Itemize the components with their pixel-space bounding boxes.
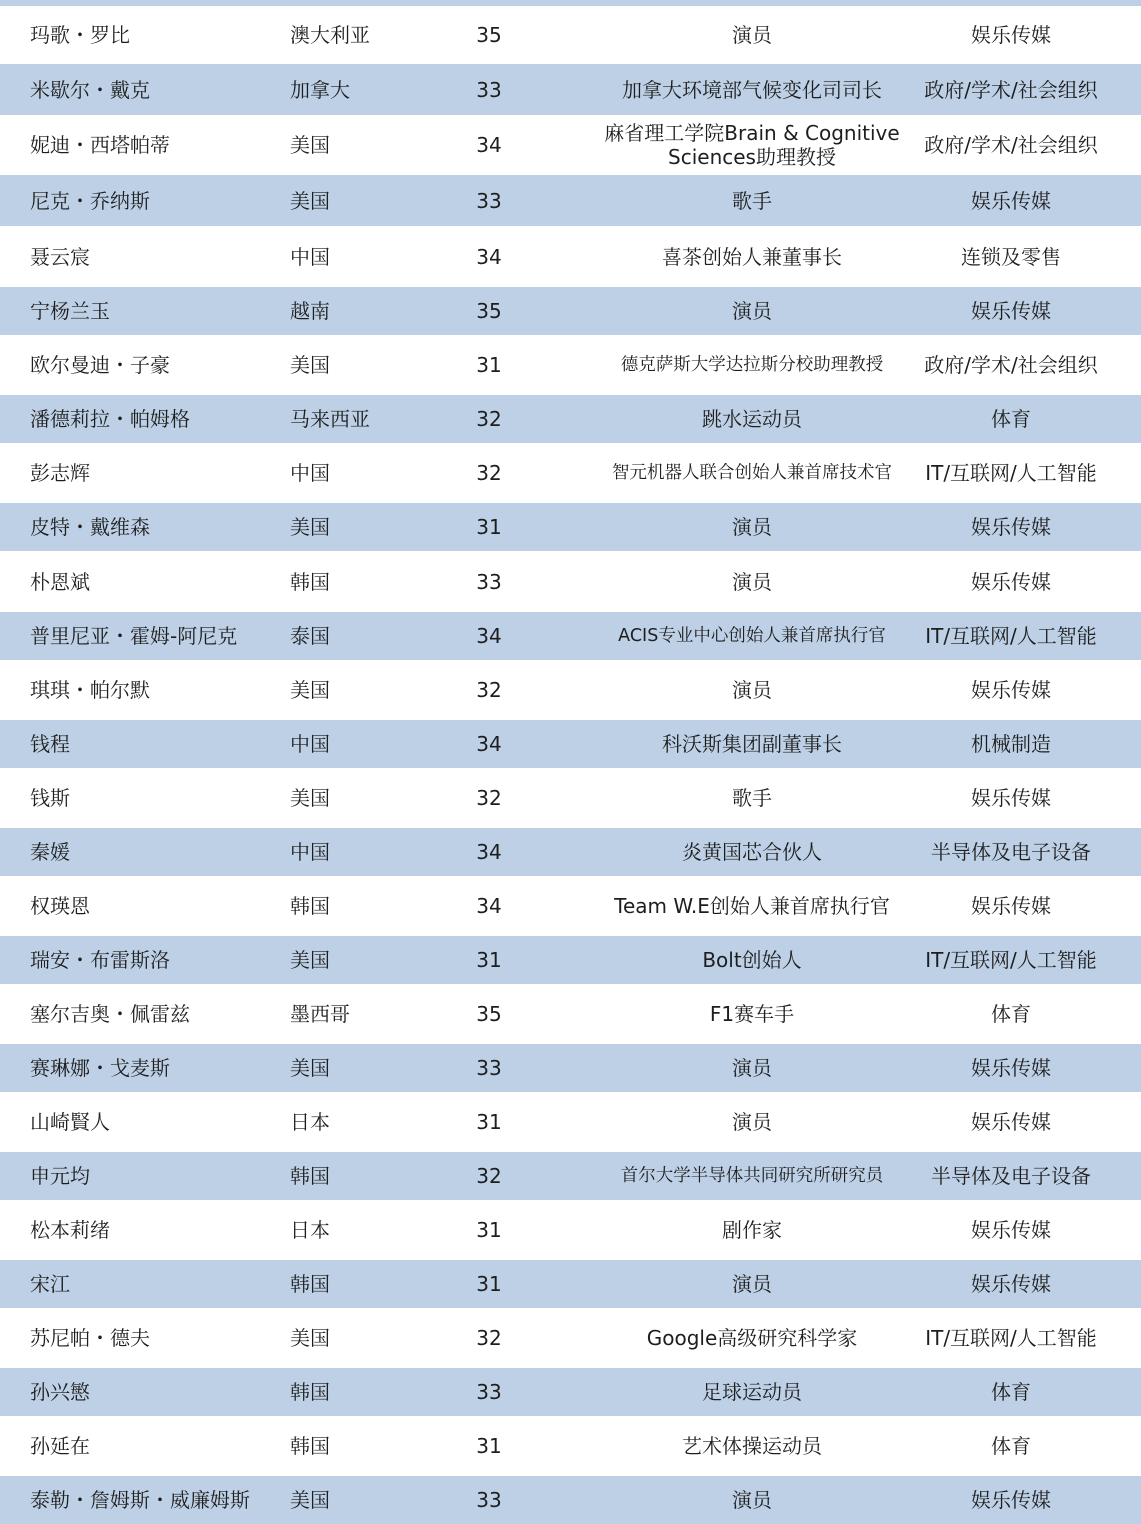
person-industry: 娱乐传媒 <box>971 23 1051 47</box>
person-country: 日本 <box>290 1110 330 1134</box>
table-row <box>0 1368 1141 1416</box>
person-country: 美国 <box>290 353 330 377</box>
table-row <box>0 1044 1141 1092</box>
person-age: 31 <box>476 1272 502 1296</box>
person-name: 宁杨兰玉 <box>30 299 110 323</box>
table-row <box>0 395 1141 443</box>
table-row <box>0 287 1141 335</box>
person-title: 科沃斯集团副董事长 <box>662 732 842 756</box>
person-age: 31 <box>476 515 502 539</box>
person-industry: 娱乐传媒 <box>971 515 1051 539</box>
table-row <box>0 1476 1141 1524</box>
person-name: 朴恩斌 <box>30 569 90 594</box>
table-row <box>0 226 1141 287</box>
person-age: 31 <box>476 1434 502 1458</box>
person-country: 韩国 <box>290 1164 330 1188</box>
table-row <box>0 335 1141 395</box>
person-name: 申元均 <box>30 1164 90 1188</box>
table-row <box>0 175 1141 226</box>
person-industry: 娱乐传媒 <box>971 569 1051 594</box>
person-name: 秦媛 <box>30 840 70 864</box>
person-title: 足球运动员 <box>702 1380 802 1404</box>
person-industry: 机械制造 <box>971 732 1051 756</box>
person-name: 钱斯 <box>30 786 70 810</box>
person-age: 33 <box>476 569 502 594</box>
person-name: 山崎賢人 <box>30 1110 110 1134</box>
person-industry: 体育 <box>991 407 1031 431</box>
person-industry: 半导体及电子设备 <box>931 1164 1091 1188</box>
person-title: 加拿大环境部气候变化司司长 <box>622 77 882 102</box>
person-industry: 政府/学术/社会组织 <box>924 353 1098 377</box>
table-row <box>0 503 1141 551</box>
person-title: 演员 <box>732 1488 772 1512</box>
person-title: 艺术体操运动员 <box>682 1434 822 1458</box>
person-age: 32 <box>476 1164 502 1188</box>
person-age: 33 <box>476 1380 502 1404</box>
person-industry: 半导体及电子设备 <box>931 840 1091 864</box>
person-title: 德克萨斯大学达拉斯分校助理教授 <box>620 355 884 375</box>
person-title: 演员 <box>732 1110 772 1134</box>
table-row <box>0 1308 1141 1368</box>
person-name: 普里尼亚・霍姆-阿尼克 <box>30 624 238 648</box>
person-country: 美国 <box>290 786 330 810</box>
person-age: 34 <box>476 894 502 918</box>
person-industry: 娱乐传媒 <box>971 1488 1051 1512</box>
person-name: 孙延在 <box>30 1434 90 1458</box>
person-age: 32 <box>476 1326 502 1350</box>
table-row <box>0 876 1141 936</box>
table-row <box>0 443 1141 503</box>
person-name: 赛琳娜・戈麦斯 <box>30 1056 170 1080</box>
person-country: 美国 <box>290 678 330 702</box>
table-row <box>0 1152 1141 1200</box>
person-title: 演员 <box>732 23 772 47</box>
table-row <box>0 1416 1141 1476</box>
person-title: 演员 <box>732 1056 772 1080</box>
table-row <box>0 936 1141 984</box>
person-industry: IT/互联网/人工智能 <box>925 624 1097 648</box>
table-row <box>0 1092 1141 1152</box>
person-industry: IT/互联网/人工智能 <box>925 1326 1097 1350</box>
person-age: 35 <box>476 23 502 47</box>
person-industry: 体育 <box>991 1434 1031 1458</box>
person-title: 喜茶创始人兼董事长 <box>662 244 842 269</box>
person-country: 中国 <box>290 244 330 269</box>
person-industry: 娱乐传媒 <box>971 188 1051 213</box>
person-title: 演员 <box>732 569 772 594</box>
person-title: 歌手 <box>732 188 772 213</box>
person-country: 日本 <box>290 1218 330 1242</box>
person-name: 聂云宸 <box>30 244 90 269</box>
person-industry: IT/互联网/人工智能 <box>925 948 1097 972</box>
person-age: 31 <box>476 353 502 377</box>
table-row <box>0 551 1141 612</box>
person-country: 美国 <box>290 1488 330 1512</box>
person-country: 韩国 <box>290 1272 330 1296</box>
person-country: 墨西哥 <box>290 1002 350 1026</box>
person-title: Google高级研究科学家 <box>646 1326 858 1350</box>
person-country: 马来西亚 <box>290 407 370 431</box>
person-name: 松本莉绪 <box>30 1218 110 1242</box>
person-country: 美国 <box>290 133 330 157</box>
person-country: 韩国 <box>290 569 330 594</box>
person-age: 34 <box>476 732 502 756</box>
person-age: 34 <box>476 244 502 269</box>
person-age: 34 <box>476 624 502 648</box>
person-age: 33 <box>476 1488 502 1512</box>
table-row <box>0 1200 1141 1260</box>
person-age: 33 <box>476 188 502 213</box>
person-industry: 娱乐传媒 <box>971 299 1051 323</box>
person-country: 美国 <box>290 1326 330 1350</box>
person-industry: 体育 <box>991 1380 1031 1404</box>
person-age: 31 <box>476 948 502 972</box>
person-age: 31 <box>476 1218 502 1242</box>
person-title: ACIS专业中心创始人兼首席执行官 <box>618 626 886 646</box>
person-country: 越南 <box>290 299 330 323</box>
person-industry: 体育 <box>991 1002 1031 1026</box>
person-name: 孙兴慜 <box>30 1380 90 1404</box>
person-name: 权瑛恩 <box>30 894 90 918</box>
person-country: 韩国 <box>290 894 330 918</box>
person-age: 32 <box>476 461 502 485</box>
person-age: 35 <box>476 299 502 323</box>
person-title: Team W.E创始人兼首席执行官 <box>614 894 890 918</box>
person-age: 31 <box>476 1110 502 1134</box>
person-name: 苏尼帕・德夫 <box>30 1326 150 1350</box>
person-title: 演员 <box>732 1272 772 1296</box>
person-country: 韩国 <box>290 1434 330 1458</box>
person-name: 玛歌・罗比 <box>30 23 130 47</box>
person-name: 琪琪・帕尔默 <box>30 678 150 702</box>
person-title: 剧作家 <box>722 1218 782 1242</box>
person-title: Bolt创始人 <box>702 948 802 972</box>
person-age: 32 <box>476 786 502 810</box>
person-country: 中国 <box>290 732 330 756</box>
person-name: 尼克・乔纳斯 <box>30 188 150 213</box>
table-row <box>0 828 1141 876</box>
person-country: 澳大利亚 <box>290 23 370 47</box>
person-country: 美国 <box>290 188 330 213</box>
person-industry: 娱乐传媒 <box>971 678 1051 702</box>
person-name: 妮迪・西塔帕蒂 <box>30 133 170 157</box>
person-name: 钱程 <box>30 732 70 756</box>
person-title: 演员 <box>732 299 772 323</box>
person-age: 33 <box>476 77 502 102</box>
table-row <box>0 612 1141 660</box>
table-row <box>0 64 1141 115</box>
person-country: 美国 <box>290 515 330 539</box>
person-title: 跳水运动员 <box>702 407 802 431</box>
person-industry: 娱乐传媒 <box>971 786 1051 810</box>
person-name: 塞尔吉奥・佩雷兹 <box>30 1002 190 1026</box>
person-industry: 娱乐传媒 <box>971 1218 1051 1242</box>
person-country: 加拿大 <box>290 77 350 102</box>
person-title: 麻省理工学院Brain & Cognitive Sciences助理教授 <box>604 121 900 169</box>
person-title: F1赛车手 <box>709 1002 795 1026</box>
person-country: 泰国 <box>290 624 330 648</box>
table-row <box>0 6 1141 64</box>
person-age: 34 <box>476 133 502 157</box>
person-name: 瑞安・布雷斯洛 <box>30 948 170 972</box>
person-age: 32 <box>476 678 502 702</box>
person-country: 美国 <box>290 948 330 972</box>
table-row <box>0 720 1141 768</box>
person-name: 泰勒・詹姆斯・威廉姆斯 <box>30 1488 250 1512</box>
person-industry: 娱乐传媒 <box>971 1272 1051 1296</box>
person-age: 32 <box>476 407 502 431</box>
person-title: 演员 <box>732 515 772 539</box>
person-title: 首尔大学半导体共同研究所研究员 <box>620 1166 884 1186</box>
table-row <box>0 660 1141 720</box>
person-age: 34 <box>476 840 502 864</box>
person-name: 彭志辉 <box>30 461 90 485</box>
person-country: 中国 <box>290 461 330 485</box>
person-industry: 娱乐传媒 <box>971 894 1051 918</box>
person-title: 歌手 <box>732 786 772 810</box>
person-title: 演员 <box>732 678 772 702</box>
person-title: 智元机器人联合创始人兼首席技术官 <box>612 463 892 483</box>
person-country: 韩国 <box>290 1380 330 1404</box>
person-list-table <box>0 6 1141 1524</box>
person-industry: 娱乐传媒 <box>971 1056 1051 1080</box>
person-industry: 政府/学术/社会组织 <box>924 77 1098 102</box>
table-row <box>0 768 1141 828</box>
person-industry: IT/互联网/人工智能 <box>925 461 1097 485</box>
person-industry: 娱乐传媒 <box>971 1110 1051 1134</box>
table-row <box>0 984 1141 1044</box>
person-country: 中国 <box>290 840 330 864</box>
person-name: 米歇尔・戴克 <box>30 77 150 102</box>
person-age: 33 <box>476 1056 502 1080</box>
person-age: 35 <box>476 1002 502 1026</box>
person-title: 炎黄国芯合伙人 <box>682 840 822 864</box>
person-industry: 政府/学术/社会组织 <box>924 133 1098 157</box>
person-industry: 连锁及零售 <box>961 244 1061 269</box>
person-name: 潘德莉拉・帕姆格 <box>30 407 190 431</box>
table-row <box>0 115 1141 175</box>
person-name: 欧尔曼迪・子豪 <box>30 353 170 377</box>
person-name: 宋江 <box>30 1272 70 1296</box>
table-row <box>0 1260 1141 1308</box>
person-name: 皮特・戴维森 <box>30 515 150 539</box>
person-country: 美国 <box>290 1056 330 1080</box>
